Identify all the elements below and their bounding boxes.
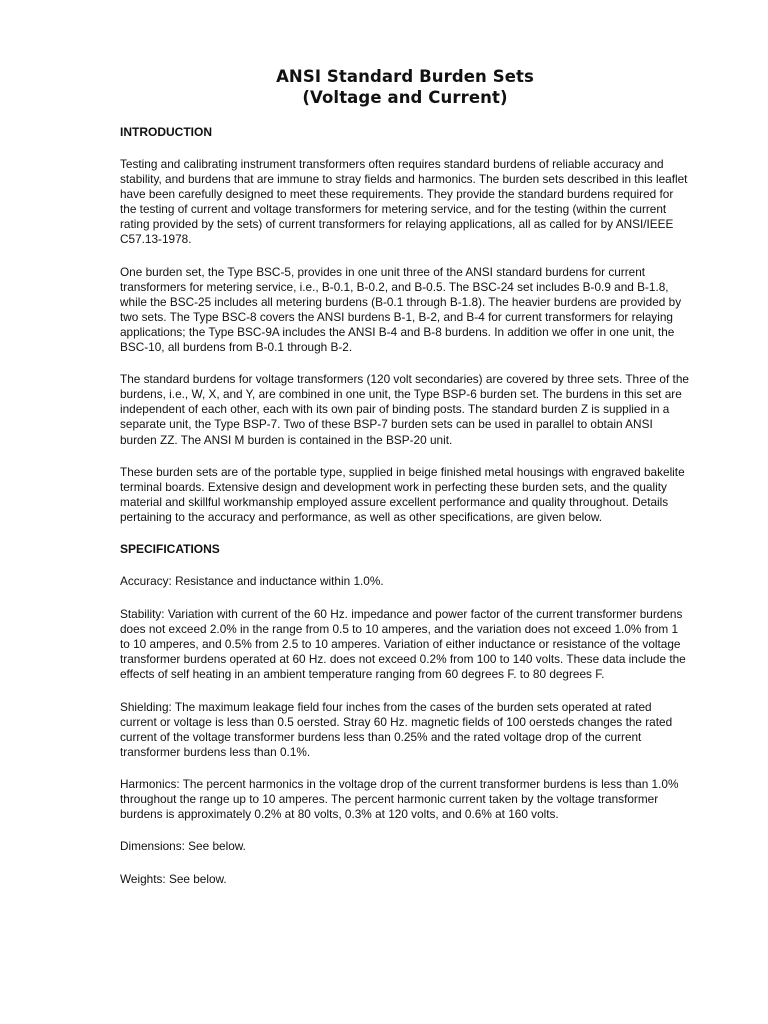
document-title xyxy=(120,66,690,108)
intro-paragraph-3: The standard burdens for voltage transformers (120 volt secondaries) are covered by three sets. Three of the burdens, i.e., W, X, and Y, are combined in one unit, the Type BSP-6 burden set. The burdens in this set are independent of each other, each with its own pair of binding posts. The standard burden Z is supplied in a separate unit, the Type BSP-7. Two of these BSP-7 burden sets can be used in parallel to obtain ANSI burden ZZ. The ANSI M burden is contained in the BSP-20 unit. xyxy=(120,372,689,447)
specifications-heading: SPECIFICATIONS xyxy=(120,541,220,556)
intro-paragraph-4: These burden sets are of the portable type, supplied in beige finished metal housings with engraved bakelite terminal boards. Extensive design and development work in perfecting these burden sets, and the quality material and skillful workmanship employed assure excellent performance and quality throughout. Details pertaining to the accuracy and performance, as well as other specifications, are given below. xyxy=(120,464,685,524)
spec-weights: Weights: See below. xyxy=(120,872,227,887)
spec-harmonics: Harmonics: The percent harmonics in the voltage drop of the current transformer burdens is less than 1.0% throughout the range up to 10 amperes. The percent harmonic current taken by the voltage transformer burdens is approximately 0.2% at 80 volts, 0.3% at 120 volts, and 0.6% at 160 volts. xyxy=(120,776,679,822)
introduction-heading: INTRODUCTION xyxy=(120,125,212,139)
intro-paragraph-2: One burden set, the Type BSC-5, provides in one unit three of the ANSI standard burdens for current transformers for metering service, i.e., B-0.1, B-0.2, and B-0.5. The BSC-24 set includes B-0.9 and B-1.8, while the BSC-25 includes all metering burdens (B-0.1 through B-1.8). The heavier burdens are provided by two sets. The Type BSC-8 covers the ANSI burdens B-1, B-2, and B-4 for current transformers for relaying applications; the Type BSC-9A includes the ANSI B-4 and B-8 burdens. In addition we offer in one unit, the BSC-10, all burdens from B-0.1 through B-2. xyxy=(120,264,682,355)
intro-paragraph-1: Testing and calibrating instrument transformers often requires standard burdens of reliable accuracy and stability, and burdens that are immune to stray fields and harmonics. The burden sets described in this leaflet have been carefully designed to meet these requirements. They provide the standard burdens required for the testing of current and voltage transformers for metering service, and for the testing (within the current rating provided by the sets) of current transformers for relaying applications, all as called for by ANSI/IEEE C57.13-1978. xyxy=(120,157,688,247)
spec-accuracy: Accuracy: Resistance and inductance within 1.0%. xyxy=(120,573,384,588)
spec-dimensions: Dimensions: See below. xyxy=(120,839,246,854)
spec-stability: Stability: Variation with current of the 60 Hz. impedance and power factor of the current transformer burdens does not exceed 2.0% in the range from 0.5 to 10 amperes, and the variation does not exceed 1.0% from 1 to 10 amperes, and 0.5% from 2.5 to 10 amperes. Variation of either inductance or resistance of the voltage transformer burdens operated at 60 Hz. does not exceed 0.2% from 100 to 140 volts. These data include the effects of self heating in an ambient temperature ranging from 60 degrees F. to 80 degrees F. xyxy=(120,607,686,682)
title-line-1: ANSI Standard Burden Sets xyxy=(276,67,534,86)
spec-shielding: Shielding: The maximum leakage field four inches from the cases of the burden sets operated at rated current or voltage is less than 0.5 oersted. Stray 60 Hz. magnetic fields of 100 oersteds changes the rated current of the voltage transformer burdens less than 0.25% and the rated voltage drop of the current transformer burdens less than 0.1%. xyxy=(120,699,673,759)
title-line-2: (Voltage and Current) xyxy=(302,88,508,107)
